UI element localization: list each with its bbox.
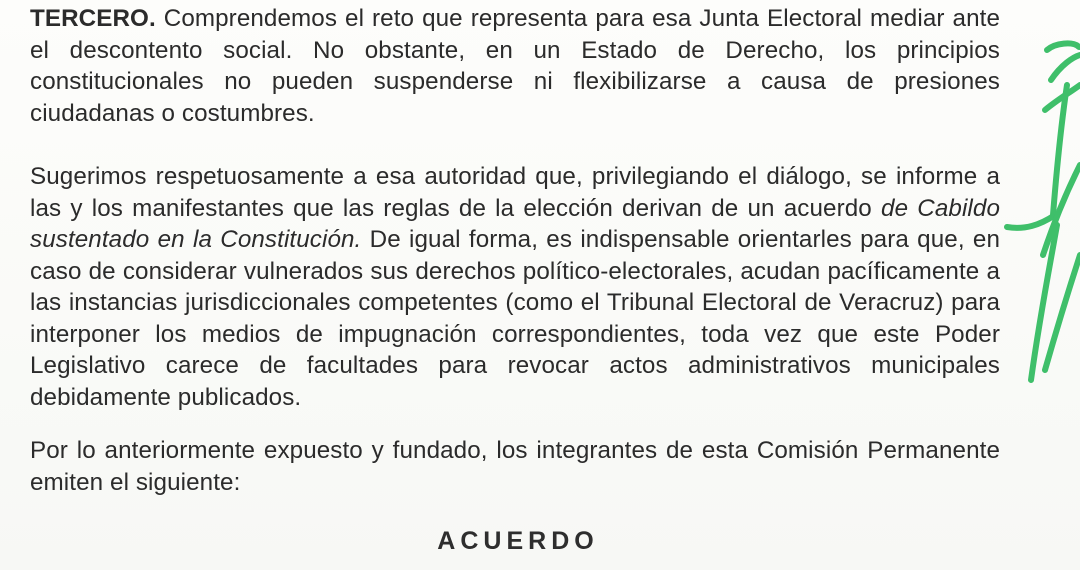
paragraph-lead-tercero: TERCERO. [30,5,156,32]
paragraph-sugerimos [30,161,1000,413]
paragraph-text-italic: de Cabildo sustentado en la Constitución. [30,194,1000,253]
paragraph-tercero [30,3,1000,129]
paragraph-text: Por lo anteriormente expuesto y fundado, los integrantes de esta Comisión Permanente emiten el siguiente: [30,437,1000,496]
paragraph-text: Comprendemos el reto que representa para esa Junta Electoral mediar ante el descontento social. No obstante, en un Estado de Derecho, los principios constitucionales no pueden suspenderse ni flexibilizarse a causa de presiones ciudadanas o costumbres. [30,5,1000,127]
handwritten-signature [995,25,1080,395]
paragraph-por-lo-anterior [30,435,1000,498]
signature-stroke [1007,215,1055,228]
signature-stroke [1051,55,1080,80]
signature-stroke [1047,43,1079,50]
acuerdo-heading: ACUERDO [437,527,599,555]
paragraph-text-start: Sugerimos respetuosamente a esa autoridad que, privilegiando el diálogo, se informe a las y los manifestantes que las reglas de la elección derivan de un acuerdo [30,163,1000,222]
signature-stroke [1043,165,1080,255]
paragraph-text-end: De igual forma, es indispensable orientarles para que, en caso de considerar vulnerados sus derechos político-electorales, acudan pacíficamente a las instancias jurisdiccionales competentes (como el Tribunal Electoral de Veracruz) para interponer los medios de impugnación correspondientes, toda vez que este Poder Legislativo carece de facultades para revocar actos administrativos municipales debidamente publicados. [30,226,1001,411]
